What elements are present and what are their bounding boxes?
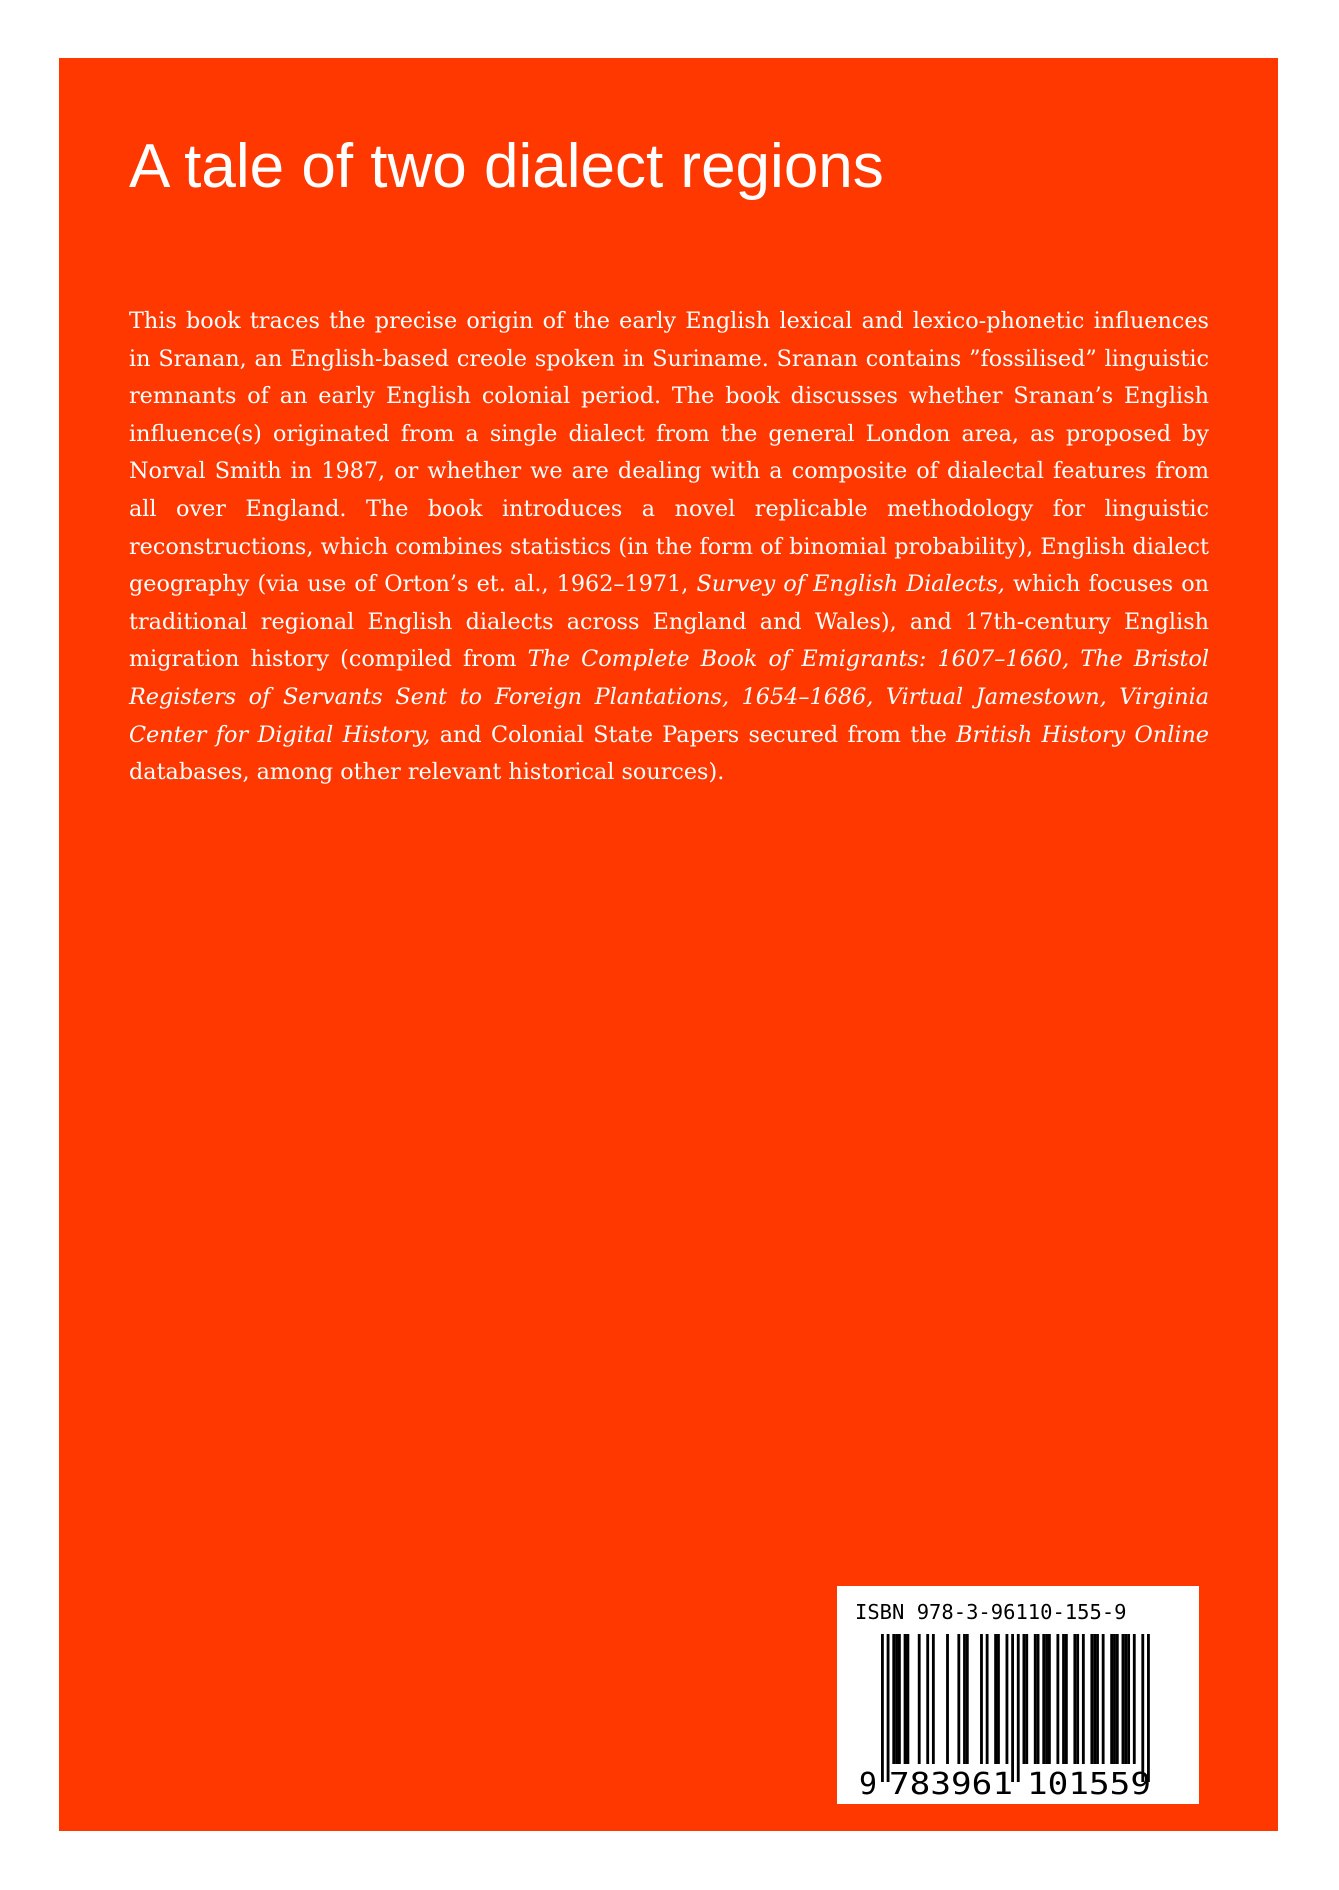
description-segment: which focuses on traditional regional English dialects across England and Wales), and 17th-century English migration history (compiled from: [129, 571, 1210, 673]
barcode-digits-left: 783961: [889, 1767, 1013, 1802]
barcode-bar: [1090, 1634, 1093, 1764]
barcode-bar: [994, 1634, 997, 1764]
barcode-bar: [1133, 1634, 1136, 1764]
barcode-bar: [926, 1634, 929, 1764]
description-segment: databases, among other relevant historical sources).: [129, 759, 725, 786]
barcode-bar: [892, 1634, 895, 1764]
barcode-bar: [1102, 1634, 1105, 1764]
barcode-bar: [1113, 1634, 1116, 1764]
barcode-bar: [1045, 1634, 1048, 1764]
book-description: [129, 303, 1209, 792]
barcode-bar: [1034, 1634, 1037, 1764]
barcode-guard-bar: [1017, 1634, 1020, 1782]
barcode-bar: [1093, 1634, 1096, 1764]
barcode-bar: [1116, 1634, 1119, 1764]
barcode-bar: [1037, 1634, 1040, 1764]
barcode-bar: [980, 1634, 983, 1764]
isbn-barcode: [837, 1586, 1199, 1804]
description-italic-title: British History Online: [956, 721, 1210, 748]
barcode-digits-lead: 9: [859, 1767, 878, 1802]
description-segment: This book traces the precise origin of the early English lexical and lexico-phonetic influences in Sranan, an English-based creole spoken in Suriname. Sranan contains ”fossilised” linguistic remnants of an early English colonial period. The book discusses whether Sranan’s English influence(s) originated from a single dialect from the general London area, as proposed by Norval Smith in 1987, or whether we are dealing with a composite of dialectal features from all over England. The book introduces a novel replicable methodology for linguistic reconstructions, which combines statistics (in the form of binomial probability), English dialect geography (via use of Orton’s et. al., 1962–1971,: [129, 308, 1209, 598]
barcode-bar: [1056, 1634, 1059, 1764]
barcode-bar: [1065, 1634, 1068, 1764]
barcode-bar: [904, 1634, 907, 1764]
barcode-guard-bar: [1011, 1634, 1014, 1782]
barcode-bar: [1006, 1634, 1009, 1764]
barcode-bar: [1076, 1634, 1079, 1764]
barcode-digits-right: 101559: [1027, 1767, 1151, 1802]
barcode-bar: [1062, 1634, 1065, 1764]
barcode-bar: [895, 1634, 898, 1764]
isbn-barcode-panel: [837, 1586, 1199, 1804]
barcode-bar: [1073, 1634, 1076, 1764]
barcode-bar: [966, 1634, 969, 1764]
barcode-bar: [1124, 1634, 1127, 1764]
barcode-guard-bar: [1141, 1634, 1144, 1782]
description-italic-title: Survey of English Dialects,: [696, 571, 1005, 598]
barcode-bar: [1122, 1634, 1125, 1764]
barcode-bar: [1096, 1634, 1099, 1764]
barcode-bar: [986, 1634, 989, 1764]
barcode-guard-bar: [881, 1634, 884, 1782]
back-cover: [59, 58, 1278, 1831]
barcode-guard-bar: [1147, 1634, 1150, 1782]
barcode-bar: [1023, 1634, 1026, 1764]
barcode-bar: [1048, 1634, 1051, 1764]
barcode-bar: [957, 1634, 960, 1764]
isbn-label: ISBN 978-3-96110-155-9: [855, 1600, 1127, 1624]
barcode-bar: [918, 1634, 921, 1764]
barcode-bar: [932, 1634, 935, 1764]
barcode-bar: [1082, 1634, 1085, 1764]
barcode-bar: [1025, 1634, 1028, 1764]
description-italic-title: The Complete Book of Emigrants: 1607–1660, The Bristol Registers of Servants Sent to Foreign Plantations, 1654–1686, Virtual Jamestown, Virginia Center for Digital History,: [129, 646, 1209, 748]
barcode-bar: [1110, 1634, 1113, 1764]
description-segment: and Colonial State Papers secured from the: [430, 721, 957, 748]
book-title: A tale of two dialect regions: [129, 132, 884, 201]
barcode-bar: [1042, 1634, 1045, 1764]
barcode-guard-bar: [887, 1634, 890, 1782]
barcode-bar: [963, 1634, 966, 1764]
barcode-bar: [1127, 1634, 1130, 1764]
barcode-bar: [906, 1634, 909, 1764]
barcode-bar: [946, 1634, 949, 1764]
barcode-bar: [997, 1634, 1000, 1764]
barcode-bars: [881, 1634, 1150, 1782]
barcode-bar: [898, 1634, 901, 1764]
